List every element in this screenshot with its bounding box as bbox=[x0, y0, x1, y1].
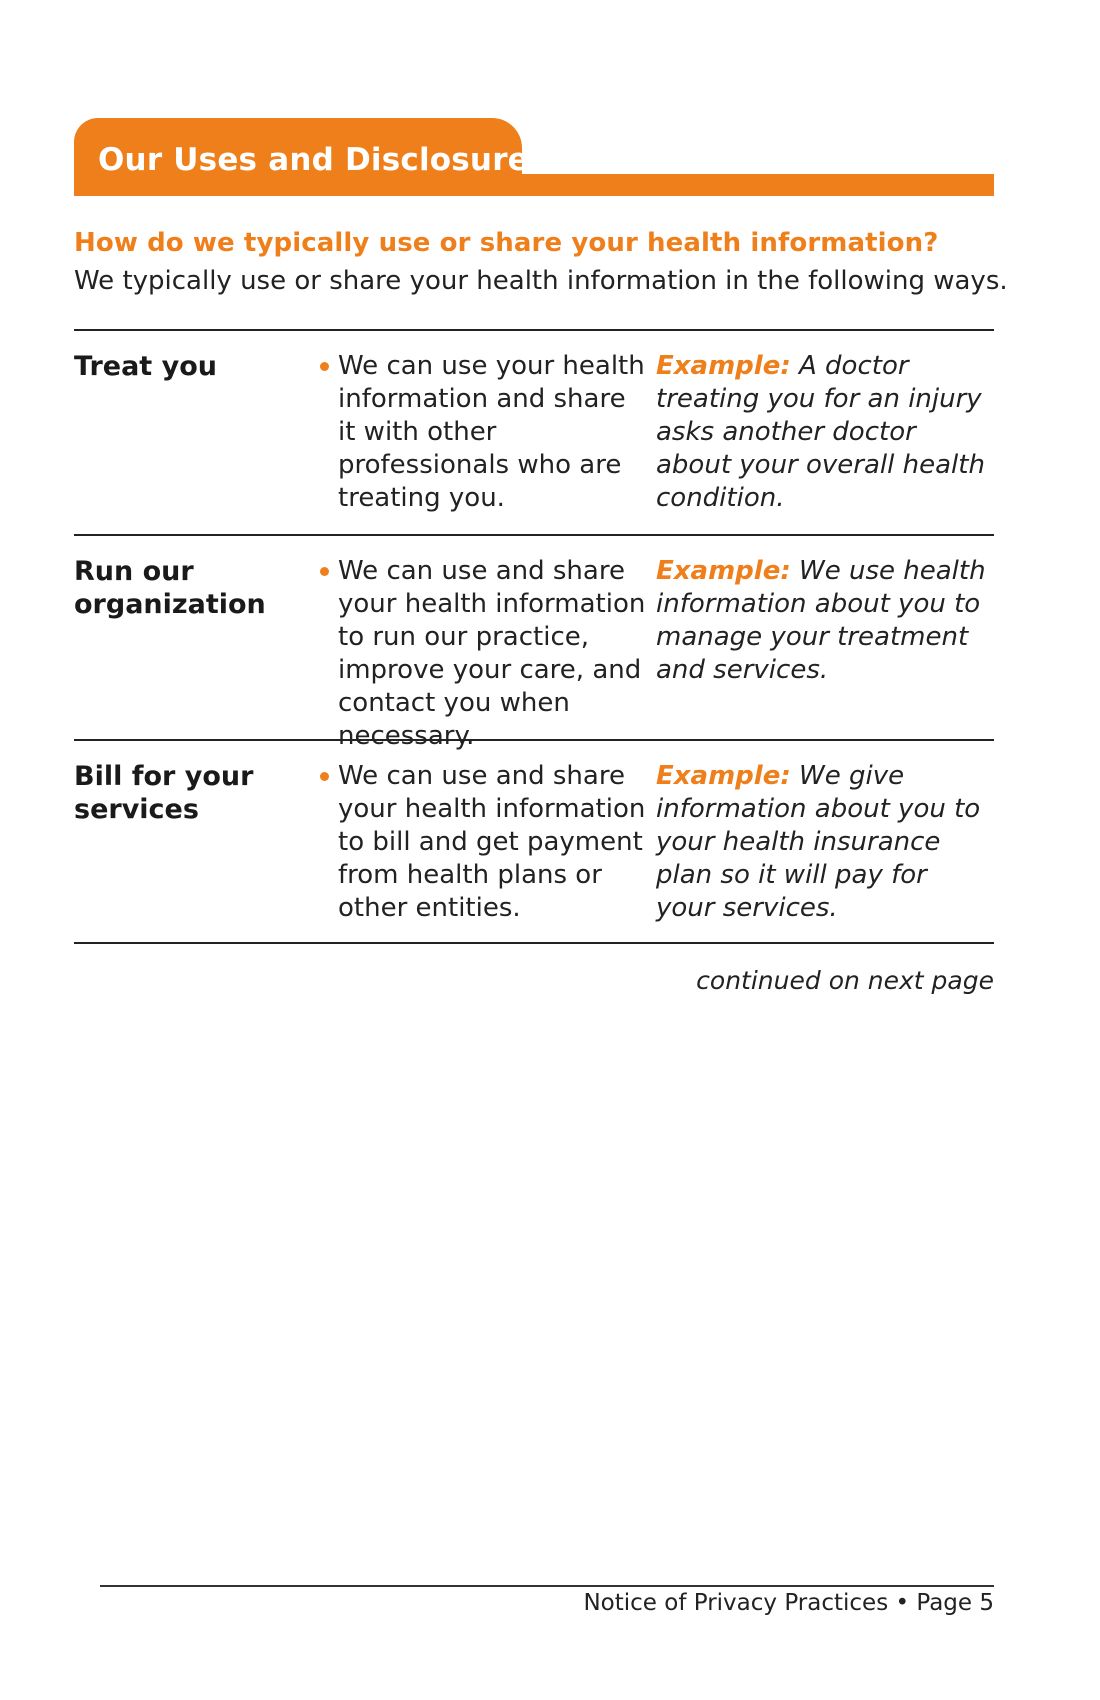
example-text: We use health information about you to manage your treatment and services. bbox=[656, 556, 986, 685]
row-label: Treat you bbox=[74, 351, 217, 382]
example-text: We give information about you to your health insurance plan so it will pay for your services. bbox=[656, 761, 981, 923]
page-footer: Notice of Privacy Practices • Page 5 bbox=[583, 1590, 994, 1616]
intro-text: We typically use or share your health information in the following ways. bbox=[74, 266, 1008, 296]
row-description-text: We can use your health information and share it with other professionals who are treating you. bbox=[338, 351, 645, 513]
bullet-icon bbox=[314, 555, 338, 739]
page-content bbox=[74, 118, 1008, 995]
row-description bbox=[314, 536, 654, 751]
row-example bbox=[654, 741, 986, 942]
example-label: Example: bbox=[656, 351, 791, 381]
question-heading: How do we typically use or share your health information? bbox=[74, 228, 939, 258]
example-text: A doctor treating you for an injury asks another doctor about your overall health condition. bbox=[656, 351, 985, 513]
uses-table bbox=[74, 329, 994, 944]
row-label: Run our organization bbox=[74, 556, 266, 620]
row-example bbox=[654, 536, 986, 739]
table-row bbox=[74, 741, 994, 944]
section-header bbox=[74, 118, 994, 198]
example-label: Example: bbox=[656, 761, 791, 791]
bullet-icon bbox=[314, 760, 338, 942]
continued-note: continued on next page bbox=[696, 966, 994, 995]
bullet-icon bbox=[314, 350, 338, 534]
section-title: Our Uses and Disclosures bbox=[98, 142, 548, 178]
row-example bbox=[654, 331, 986, 534]
row-description bbox=[314, 331, 654, 534]
row-description-text: We can use and share your health information to run our practice, improve your care, and contact you when necessary. bbox=[338, 556, 646, 751]
footer-rule bbox=[100, 1585, 994, 1587]
row-description bbox=[314, 741, 654, 942]
table-row bbox=[74, 331, 994, 536]
row-description-text: We can use and share your health information to bill and get payment from health plans or other entities. bbox=[338, 761, 646, 923]
row-label: Bill for your services bbox=[74, 761, 254, 825]
table-row bbox=[74, 536, 994, 751]
example-label: Example: bbox=[656, 556, 791, 586]
